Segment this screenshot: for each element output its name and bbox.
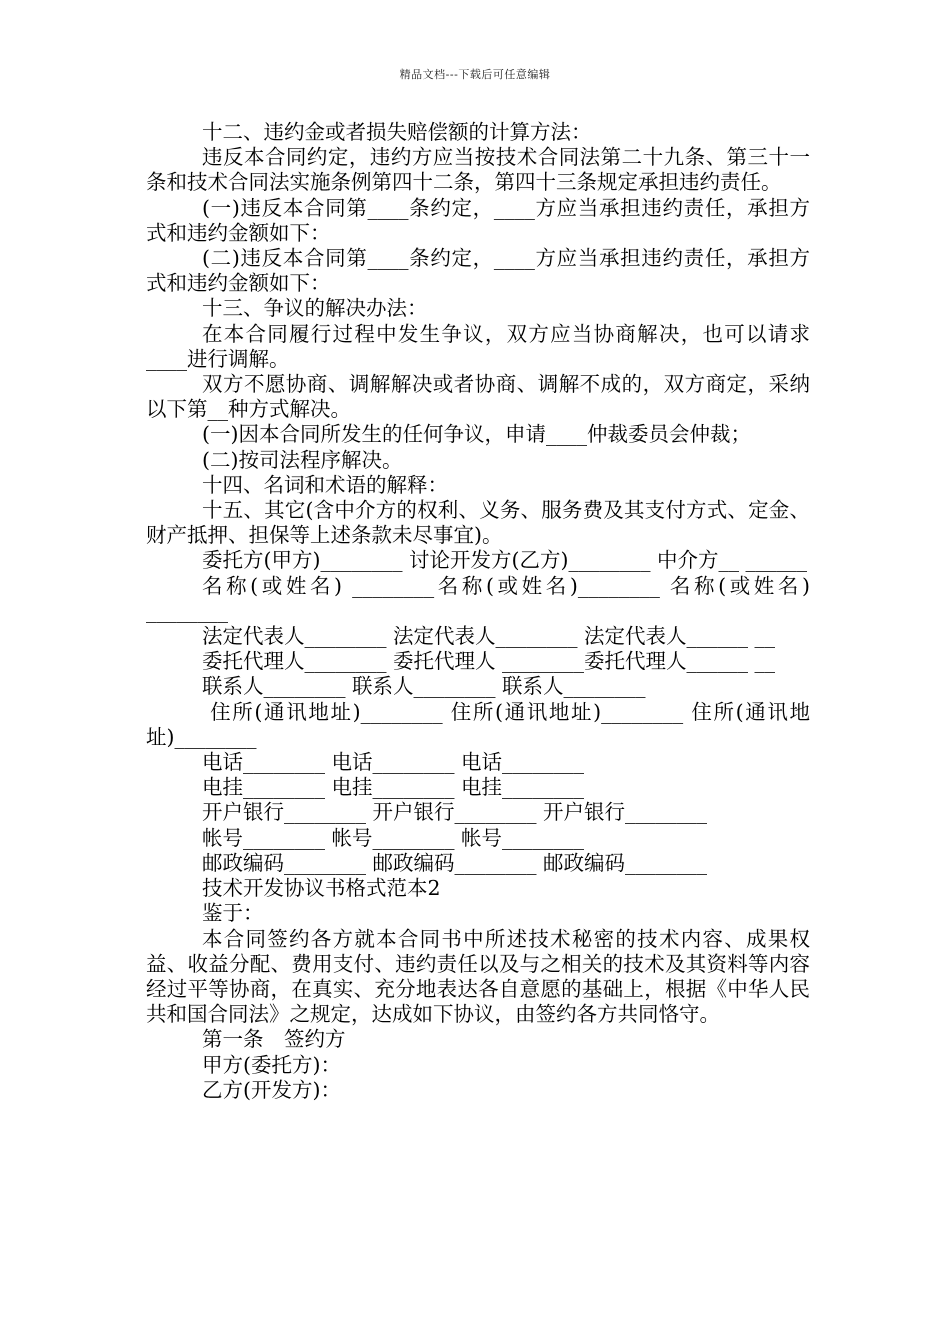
paragraph: 名称(或姓名) ________名称(或姓名)________ 名称(或姓名) ________ bbox=[146, 573, 817, 623]
paragraph: 法定代表人________ 法定代表人________ 法定代表人______ __ bbox=[202, 624, 776, 649]
page-header: 精品文档---下载后可任意编辑 bbox=[399, 68, 551, 81]
paragraph: 十四、名词和术语的解释： bbox=[202, 472, 448, 497]
paragraph: 联系人________ 联系人________ 联系人________ bbox=[202, 674, 646, 699]
paragraph: 委托代理人________ 委托代理人 ________委托代理人______ __ bbox=[202, 649, 776, 674]
paragraph: 在本合同履行过程中发生争议，双方应当协商解决，也可以请求____进行调解。 bbox=[146, 321, 810, 371]
paragraph: 十二、违约金或者损失赔偿额的计算方法： bbox=[202, 120, 592, 144]
paragraph: 帐号________ 帐号________ 帐号________ bbox=[202, 825, 585, 850]
paragraph: 技术开发协议书格式范本2 bbox=[202, 876, 441, 901]
paragraph: 电话________ 电话________ 电话________ bbox=[202, 750, 585, 775]
paragraph: 甲方(委托方)： bbox=[202, 1052, 341, 1077]
paragraph: 住所(通讯地址)________ 住所(通讯地址)________ 住所(通讯地址)________ bbox=[146, 699, 810, 749]
paragraph: 十三、争议的解决办法： bbox=[202, 296, 428, 321]
paragraph: 第一条 签约方 bbox=[202, 1027, 346, 1052]
paragraph: 电挂________ 电挂________ 电挂________ bbox=[202, 775, 585, 800]
paragraph: 双方不愿协商、调解解决或者协商、调解不成的，双方商定，采纳以下第__种方式解决。 bbox=[146, 372, 810, 422]
paragraph: 十五、其它(含中介方的权利、义务、服务费及其支付方式、定金、财产抵押、担保等上述条款未尽事宜)。 bbox=[146, 498, 810, 548]
paragraph: 本合同签约各方就本合同书中所述技术秘密的技术内容、成果权益、收益分配、费用支付、违约责任以及与之相关的技术及其资料等内容经过平等协商，在真实、充分地表达各自意愿的基础上，根据《中华人民共和国合同法》之规定，达成如下协议，由签约各方共同恪守。 bbox=[146, 926, 810, 1027]
document-body bbox=[146, 120, 817, 1103]
paragraph: 乙方(开发方)： bbox=[202, 1077, 341, 1102]
paragraph: 鉴于： bbox=[202, 901, 264, 926]
paragraph: (二)按司法程序解决。 bbox=[202, 447, 403, 472]
paragraph: 邮政编码________ 邮政编码________ 邮政编码________ bbox=[202, 850, 708, 875]
paragraph: (一)因本合同所发生的任何争议，申请____仲裁委员会仲裁； bbox=[202, 422, 751, 447]
paragraph: (一)违反本合同第____条约定，____方应当承担违约责任，承担方式和违约金额如下： bbox=[146, 195, 810, 245]
paragraph: 开户银行________ 开户银行________ 开户银行________ bbox=[202, 800, 708, 825]
paragraph: (二)违反本合同第____条约定，____方应当承担违约责任，承担方式和违约金额如下： bbox=[146, 246, 810, 296]
paragraph: 委托方(甲方)________ 讨论开发方(乙方)________ 中介方__ ______ bbox=[202, 548, 808, 573]
paragraph: 违反本合同约定，违约方应当按技术合同法第二十九条、第三十一条和技术合同法实施条例第四十二条，第四十三条规定承担违约责任。 bbox=[146, 145, 810, 195]
